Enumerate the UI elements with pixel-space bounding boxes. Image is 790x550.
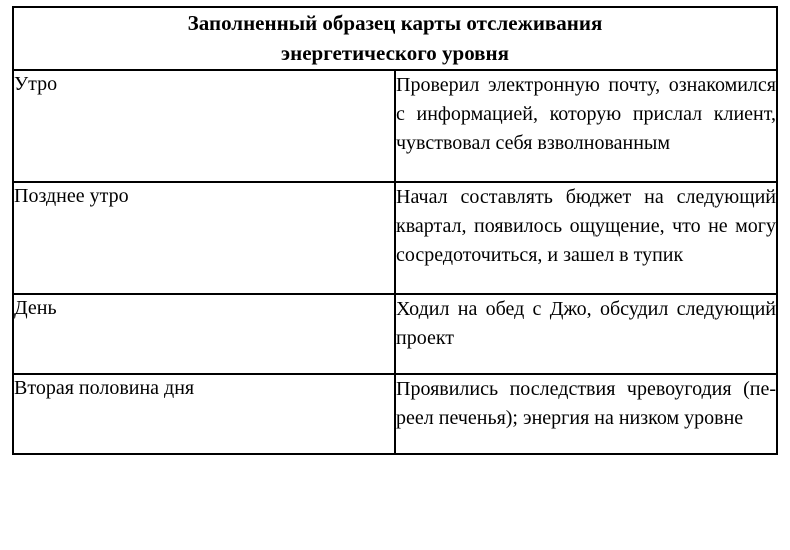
table-row bbox=[13, 182, 777, 294]
row-text: Ходил на обед с Джо, обсудил следующий проект bbox=[395, 294, 777, 374]
row-label: Утро bbox=[13, 70, 395, 182]
row-label: Позднее утро bbox=[13, 182, 395, 294]
table-title-line-2: энергетического уровня bbox=[281, 41, 509, 66]
table-title bbox=[13, 7, 777, 70]
table-row bbox=[13, 70, 777, 182]
row-text: Проверил электронную почту, ознакомился с информацией, которую прислал клиент, чувствовал себя взволнованным bbox=[395, 70, 777, 182]
row-label: Вторая половина дня bbox=[13, 374, 395, 454]
table-title-line-1: Заполненный образец карты отслеживания bbox=[187, 11, 603, 35]
document-page bbox=[0, 6, 790, 550]
table-row bbox=[13, 374, 777, 454]
table-title-row bbox=[13, 7, 777, 70]
table-row bbox=[13, 294, 777, 374]
row-label: День bbox=[13, 294, 395, 374]
row-text: Проявились последствия чревоугодия (переел печенья); энергия на низком уровне bbox=[395, 374, 777, 454]
row-text: Начал составлять бюджет на следующий квартал, появилось ощущение, что не могу сосредоточиться, и зашел в тупик bbox=[395, 182, 777, 294]
energy-tracking-table bbox=[12, 6, 778, 455]
